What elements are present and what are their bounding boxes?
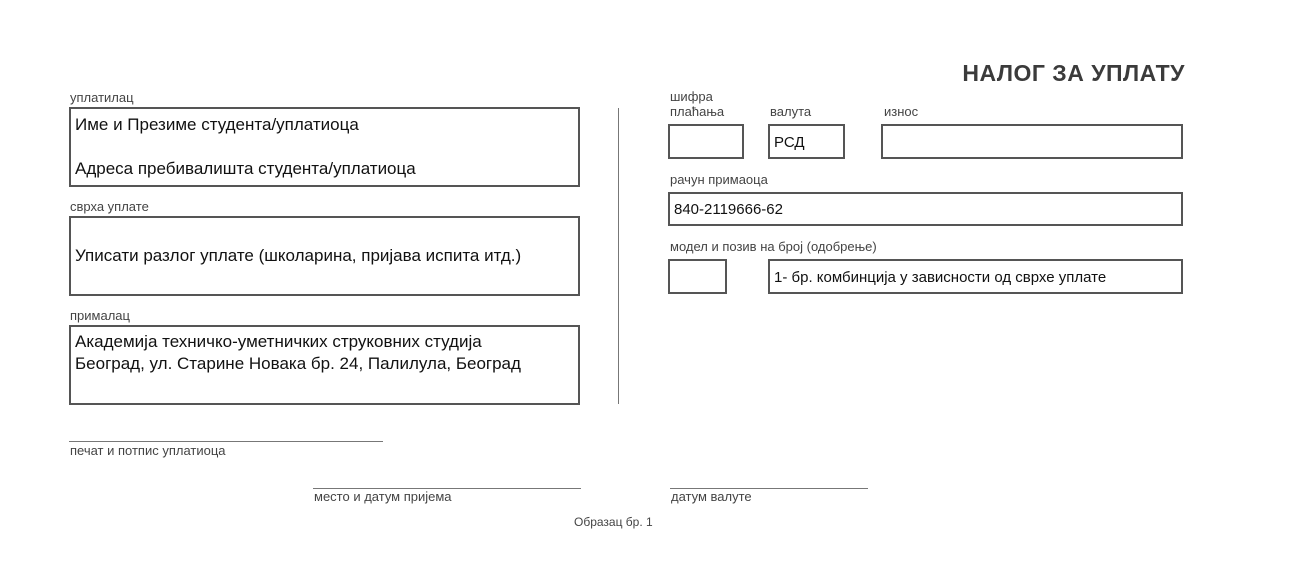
currency-text: РСД <box>774 134 805 151</box>
purpose-text: Уписати разлог уплате (школарина, пријава испита итд.) <box>75 246 522 265</box>
payer-address-text: Адреса пребивалишта студента/уплатиоца <box>75 159 416 178</box>
amount-label: износ <box>884 104 919 119</box>
model-field[interactable] <box>668 259 727 294</box>
payer-field[interactable] <box>69 107 580 187</box>
reference-number-field[interactable] <box>768 259 1183 294</box>
signature-line <box>69 441 383 442</box>
signature-label: печат и потпис уплатиоца <box>70 443 226 458</box>
account-text: 840-2119666-62 <box>674 201 783 218</box>
payer-name-text: Име и Презиме студента/уплатиоца <box>75 115 359 134</box>
value-date-label: датум валуте <box>671 489 752 504</box>
payment-code-field[interactable] <box>668 124 744 159</box>
payment-code-label-line2: плаћања <box>670 104 725 119</box>
place-date-label: место и датум пријема <box>314 489 452 504</box>
model-label: модел и позив на број (одобрење) <box>670 239 877 254</box>
form-title: НАЛОГ ЗА УПЛАТУ <box>962 60 1185 86</box>
reference-number-text: 1- бр. комбинција у зависности од сврхе уплате <box>774 269 1107 286</box>
payer-label: уплатилац <box>70 90 134 105</box>
account-field[interactable] <box>668 192 1183 226</box>
recipient-label: прималац <box>70 308 130 323</box>
payment-code-label-line1: шифра <box>670 89 713 104</box>
form-number: Образац бр. 1 <box>574 515 653 529</box>
purpose-label: сврха уплате <box>70 199 149 214</box>
purpose-field[interactable] <box>69 216 580 296</box>
currency-label: валута <box>770 104 812 119</box>
currency-field[interactable] <box>768 124 845 159</box>
recipient-line2-text: Београд, ул. Старине Новака бр. 24, Палилула, Београд <box>75 354 521 373</box>
recipient-line1-text: Академија техничко-уметничких струковних студија <box>75 332 482 351</box>
account-label: рачун примаоца <box>670 172 768 187</box>
column-divider <box>618 108 619 404</box>
recipient-field[interactable] <box>69 325 580 405</box>
amount-field[interactable] <box>881 124 1183 159</box>
